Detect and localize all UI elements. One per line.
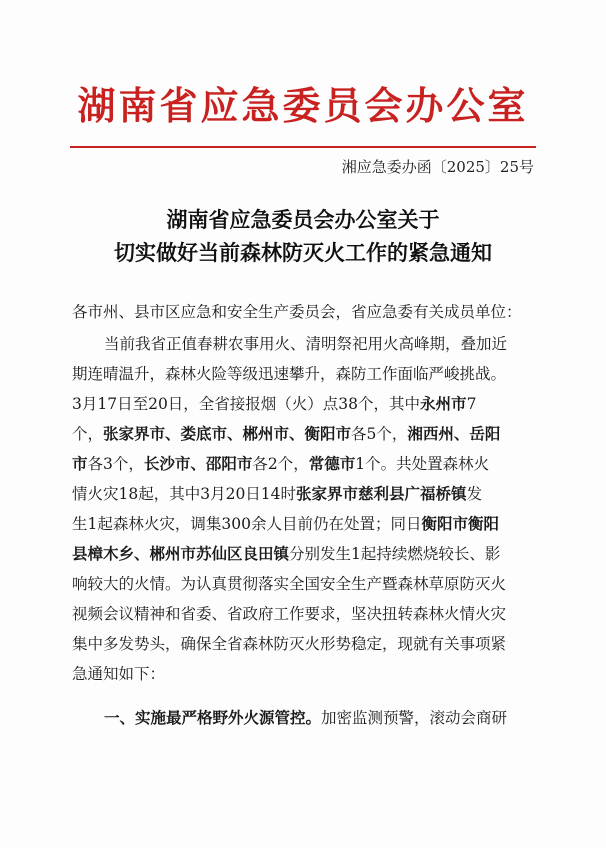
notice-title-line-1: 湖南省应急委员会办公室关于 [166,208,440,232]
red-divider-line [70,146,536,148]
body-line: 当前我省正值春耕农事用火、清明祭祀用火高峰期，叠加近 [104,335,508,353]
body-line: 情火灾18起，其中3月20日14时张家界市慈利县广福桥镇发 [72,484,483,503]
addressee: 各市州、县市区应急和安全生产委员会，省应急委有关成员单位： [72,303,522,321]
body-line: 生1起森林火灾，调集300余人目前仍在处置；同日衡阳市衡阳 [72,514,499,533]
letterhead-title: 湖南省应急委员会办公室 [77,83,529,128]
document-number: 湘应急委办函〔2025〕25号 [341,158,534,176]
body-line: 响较大的火情。为认真贯彻落实全国安全生产暨森林草原防灭火 [72,575,507,593]
body-line: 期连晴温升，森林火险等级迅速攀升，森防工作面临严峻挑战。 [72,365,507,383]
body-line: 个，张家界市、娄底市、郴州市、衡阳市各5个，湘西州、岳阳 [72,424,501,443]
body-line: 急通知如下： [72,665,166,683]
notice-title-line-2: 切实做好当前森林防灭火工作的紧急通知 [114,241,492,265]
section-1 [104,704,507,732]
notice-title [0,204,606,270]
section-1-heading: 一、实施最严格野外火源管控。 [104,709,322,727]
body-line: 集中多发势头，确保全省森林防灭火形势稳定，现就有关事项紧 [72,635,507,653]
body-line: 市各3个，长沙市、邵阳市各2个，常德市1个。共处置森林火 [72,454,490,473]
body-line: 视频会议精神和省委、省政府工作要求，坚决扭转森林火情火灾 [72,605,507,623]
body-line: 3月17日至20日，全省接报烟（火）点38个，其中永州市7 [72,394,477,413]
body-line: 县樟木乡、郴州市苏仙区良田镇分别发生1起持续燃烧较长、影 [72,544,501,563]
section-1-text: 加密监测预警，滚动会商研 [321,709,508,727]
